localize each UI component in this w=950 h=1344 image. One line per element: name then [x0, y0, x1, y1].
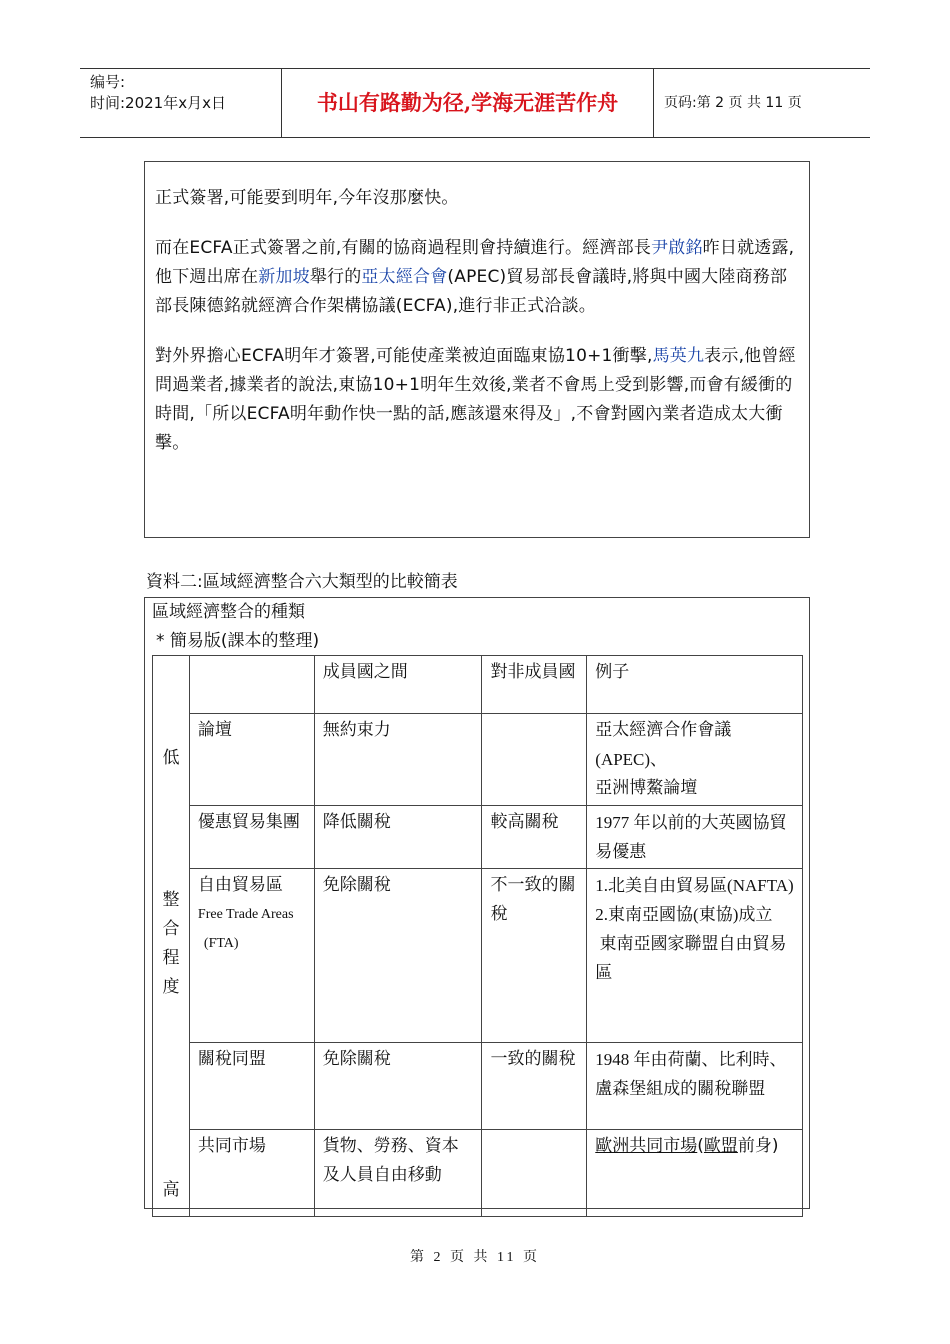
example-line: 2.東南亞國協(東協)成立 — [595, 905, 773, 924]
example-line: 亞太經濟合作會議 — [595, 720, 732, 740]
header-cell: 成員國之間 — [314, 656, 482, 714]
article-paragraph-2 — [155, 234, 799, 321]
comparison-table — [152, 655, 803, 1217]
article-box — [144, 161, 810, 538]
type-cell — [189, 869, 314, 1043]
table-subtitle: * 簡易版(課本的整理) — [156, 631, 320, 651]
type-cell: 共同市場 — [189, 1130, 314, 1217]
text-span: 舉行的 — [309, 267, 362, 287]
table-row — [153, 1043, 803, 1130]
page-footer: 第 2 页 共 11 页 — [410, 1250, 540, 1265]
table-row — [153, 1130, 803, 1217]
time-label: 时间:2021年x月x日 — [90, 94, 226, 112]
example-cell — [587, 714, 803, 806]
members-cell: 降低關稅 — [314, 806, 482, 869]
members-cell: 無約束力 — [314, 714, 482, 806]
text-span: 前身) — [737, 1136, 779, 1156]
example-line: 1.北美自由貿易區(NAFTA) — [595, 876, 794, 895]
non-members-cell — [482, 1130, 587, 1217]
type-cell: 論壇 — [189, 714, 314, 806]
non-members-cell: 不一致的關稅 — [482, 869, 587, 1043]
example-cell: 1948 年由荷蘭、比利時、盧森堡組成的關稅聯盟 — [587, 1043, 803, 1130]
section-title: 資料二:區域經濟整合六大類型的比較簡表 — [146, 572, 458, 592]
article-paragraph-1: 正式簽署,可能要到明年,今年沒那麼快。 — [155, 188, 459, 208]
link-apec[interactable]: 亞太經合會 — [361, 267, 448, 287]
number-label: 编号: — [90, 73, 126, 91]
example-line: 亞洲博鰲論壇 — [595, 778, 698, 798]
integration-degree-column — [153, 656, 190, 1217]
members-cell: 貨物、勞務、資本及人員自由移動 — [314, 1130, 482, 1217]
link-eu[interactable]: 歐盟 — [703, 1136, 738, 1156]
article-paragraph-3 — [155, 342, 799, 458]
degree-high-label: 高 — [162, 1180, 180, 1200]
example-cell — [587, 869, 803, 1043]
header-motto: 书山有路勤为径,学海无涯苦作舟 — [282, 69, 654, 137]
members-cell: 免除關稅 — [314, 1043, 482, 1130]
text-span: 表示,他曾經問過業者,據業者的說法,東協10+1明年生效後,業者不會馬上受到影響,而會有緩衝的時間,「所以ECFA明年動作快一點的話,應該還來得及」,不會對國內業者造成太大衝擊。 — [155, 346, 796, 453]
link-european-common-market[interactable]: 歐洲共同市場 — [595, 1136, 698, 1156]
non-members-cell — [482, 714, 587, 806]
text-span: ( — [697, 1136, 704, 1156]
link-yin-qi-ming[interactable]: 尹啟銘 — [651, 238, 703, 258]
example-cell: 1977 年以前的大英國協貿易優惠 — [587, 806, 803, 869]
degree-mid-text: 整合程度 — [162, 890, 180, 997]
degree-mid-label — [153, 886, 189, 1002]
table-title: 區域經濟整合的種類 — [152, 602, 305, 622]
table-row — [153, 869, 803, 1043]
non-members-cell: 較高關稅 — [482, 806, 587, 869]
example-line: 東南亞國家聯盟自由貿易區 — [595, 934, 787, 982]
header-cell: 對非成員國 — [482, 656, 587, 714]
degree-low-label: 低 — [162, 748, 180, 768]
example-cell — [587, 1130, 803, 1217]
table-header-row — [153, 656, 803, 714]
text-span: 而在ECFA正式簽署之前,有關的協商過程則會持續進行。經濟部長 — [155, 238, 652, 258]
header-cell: 例子 — [587, 656, 803, 714]
header-cell — [189, 656, 314, 714]
page-number-label: 页码:第 2 页 共 11 页 — [664, 95, 802, 111]
type-cell: 優惠貿易集團 — [189, 806, 314, 869]
members-cell: 免除關稅 — [314, 869, 482, 1043]
header-meta — [80, 69, 282, 137]
text-span: 對外界擔心ECFA明年才簽署,可能使產業被迫面臨東協10+1衝擊, — [155, 346, 653, 366]
example-line: (APEC)、 — [595, 750, 668, 769]
table-row — [153, 806, 803, 869]
type-name: 自由貿易區 — [197, 875, 283, 895]
link-ma-ying-jeou[interactable]: 馬英九 — [652, 346, 705, 366]
link-singapore[interactable]: 新加坡 — [258, 267, 310, 287]
text-span: (APEC)貿易部長會議時,將與中國大陸商務部部長陳德銘就經濟合作架構協議(ECFA),進行非正式洽談。 — [155, 267, 788, 316]
type-cell: 關稅同盟 — [189, 1043, 314, 1130]
type-abbreviation: (FTA) — [203, 936, 239, 951]
type-english-name: Free Trade Areas — [197, 907, 294, 922]
page-header — [80, 68, 870, 138]
non-members-cell: 一致的關稅 — [482, 1043, 587, 1130]
text-span: 昨日就透露,他下週出席在 — [155, 238, 795, 287]
table-row — [153, 714, 803, 806]
